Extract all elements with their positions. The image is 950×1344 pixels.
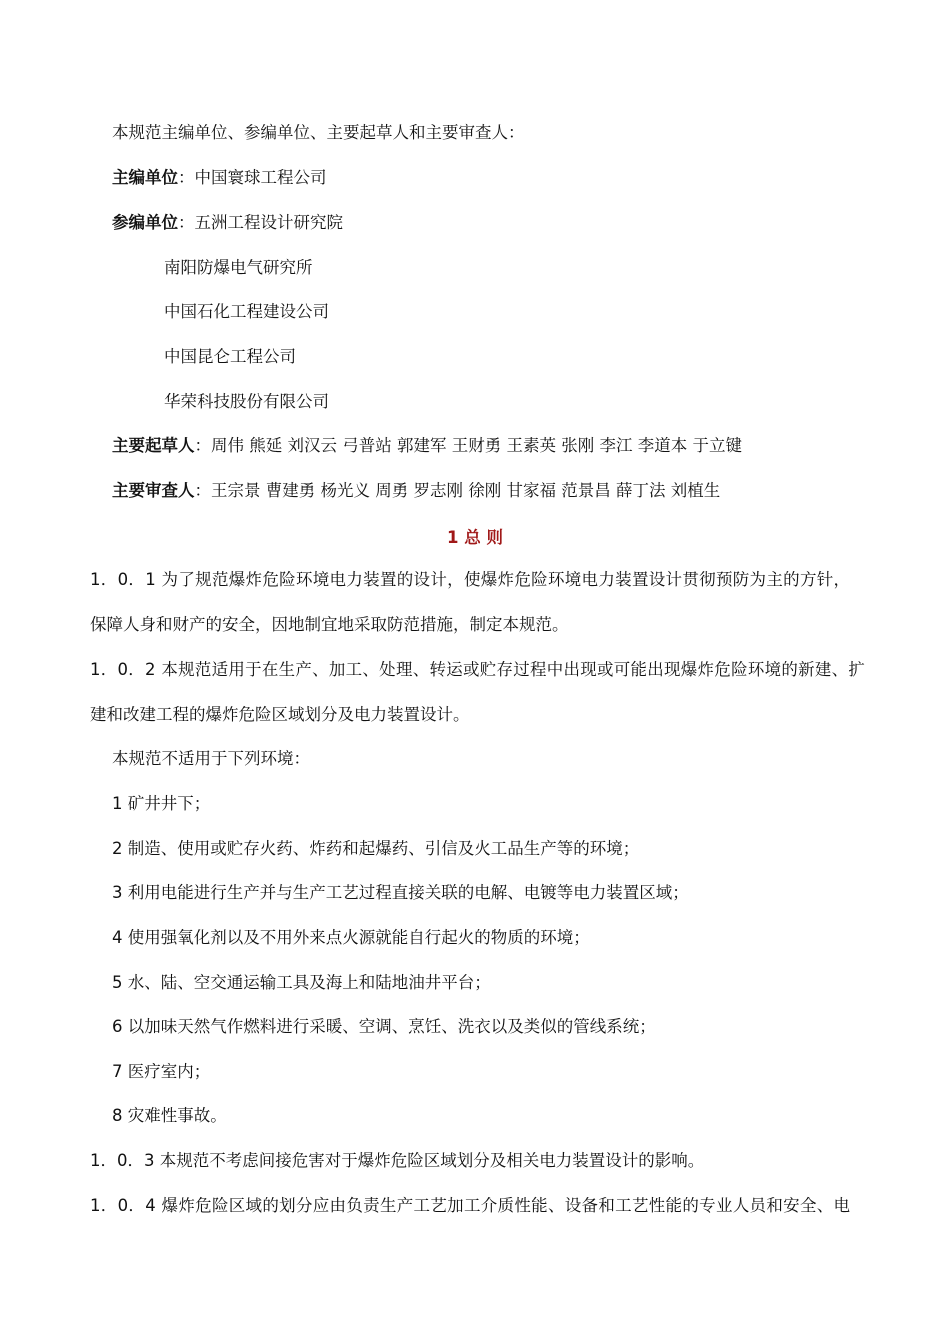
clause-1-0-4-line-1: 1．0．4 爆炸危险区域的划分应由负责生产工艺加工介质性能、设备和工艺性能的专业人员和安全、电 <box>90 1196 851 1215</box>
clause-1-0-2-line-2: 建和改建工程的爆炸危险区域划分及电力装置设计。 <box>90 705 470 724</box>
clause-1-0-2-line-1: 1．0．2 本规范适用于在生产、加工、处理、转运或贮存过程中出现或可能出现爆炸危险环境的新建、扩 <box>90 660 866 679</box>
list-item: 2 制造、使用或贮存火药、炸药和起爆药、引信及火工品生产等的环境； <box>112 839 640 858</box>
participating-unit: 中国昆仑工程公司 <box>164 347 296 366</box>
intro-line: 本规范主编单位、参编单位、主要起草人和主要审查人： <box>112 123 525 142</box>
list-item: 3 利用电能进行生产并与生产工艺过程直接关联的电解、电镀等电力装置区域； <box>112 883 689 902</box>
participating-unit-first: 五洲工程设计研究院 <box>194 213 343 232</box>
participating-unit: 南阳防爆电气研究所 <box>164 258 313 277</box>
reviewers-label: 主要审查人 <box>112 481 195 500</box>
list-item: 7 医疗室内； <box>112 1062 211 1081</box>
not-apply-intro: 本规范不适用于下列环境： <box>112 749 310 768</box>
participating-units-line <box>112 212 343 234</box>
participating-units-label: 参编单位 <box>112 213 178 232</box>
drafters-line <box>112 435 742 457</box>
participating-unit: 华荣科技股份有限公司 <box>164 392 329 411</box>
list-item: 8 灾难性事故。 <box>112 1106 227 1125</box>
chief-unit-sep: ： <box>178 168 195 187</box>
reviewers-names: 王宗景 曹建勇 杨光义 周勇 罗志刚 徐刚 甘家福 范景昌 薛丁法 刘植生 <box>211 481 721 500</box>
clause-1-0-3: 1．0．3 本规范不考虑间接危害对于爆炸危险区域划分及相关电力装置设计的影响。 <box>90 1151 705 1170</box>
list-item: 4 使用强氧化剂以及不用外来点火源就能自行起火的物质的环境； <box>112 928 590 947</box>
list-item: 1 矿井井下； <box>112 794 211 813</box>
list-item: 6 以加味天然气作燃料进行采暖、空调、烹饪、洗衣以及类似的管线系统； <box>112 1017 656 1036</box>
reviewers-line <box>112 480 720 502</box>
drafters-sep: ： <box>194 436 211 455</box>
list-item: 5 水、陆、空交通运输工具及海上和陆地油井平台； <box>112 973 491 992</box>
clause-1-0-1-line-1: 1．0．1 为了规范爆炸危险环境电力装置的设计，使爆炸危险环境电力装置设计贯彻预防为主的方针， <box>90 570 851 589</box>
chief-unit-line <box>112 167 327 189</box>
chief-unit-label: 主编单位 <box>112 168 178 187</box>
participating-unit: 中国石化工程建设公司 <box>164 302 329 321</box>
drafters-names: 周伟 熊延 刘汉云 弓普站 郭建军 王财勇 王素英 张刚 李江 李道本 于立键 <box>211 436 742 455</box>
clause-1-0-1-line-2: 保障人身和财产的安全，因地制宜地采取防范措施，制定本规范。 <box>90 615 569 634</box>
chapter-title: 1 总 则 <box>447 528 503 547</box>
chief-unit-value: 中国寰球工程公司 <box>194 168 327 187</box>
participating-units-sep: ： <box>178 213 195 232</box>
reviewers-sep: ： <box>194 481 211 500</box>
drafters-label: 主要起草人 <box>112 436 195 455</box>
